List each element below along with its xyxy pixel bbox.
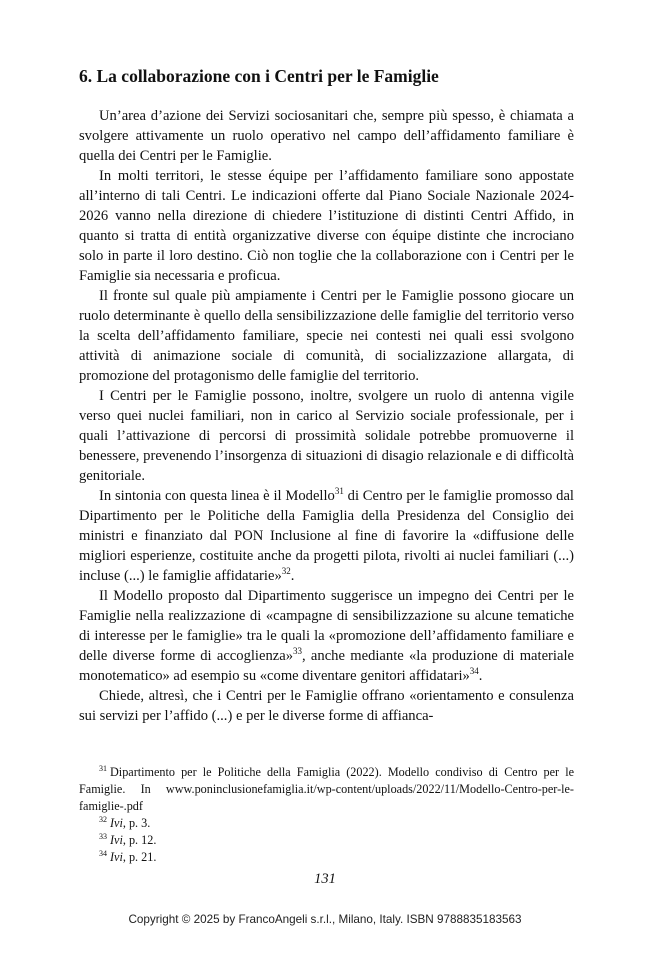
paragraph-6-part-a: Il Modello proposto dal Dipartimento suggerisce un impegno dei Centri per le Famiglie nella realizzazione di «campagne di sensibilizzazione su alcune tematiche di interesse per le famiglie» tra le quali la «promozione dell’affidamento familiare e delle diverse forme di accoglienza» <box>79 588 574 664</box>
footnote-number: 32 <box>99 815 107 824</box>
footnotes <box>79 764 574 866</box>
footnote-ref-31[interactable]: 31 <box>334 486 344 496</box>
body-text <box>79 106 574 726</box>
paragraph-3: Il fronte sul quale più ampiamente i Centri per le Famiglie possono giocare un ruolo determinante è quello della sensibilizzazione delle famiglie del territorio verso la scelta dell’affidamento familiare, specie nei contesti nei quali essi svolgono attività di animazione sociale di comunità, di socializzazione allargata, di promozione del protagonismo delle famiglie del territorio. <box>79 288 574 384</box>
footnote-text: , p. 21. <box>122 850 157 864</box>
paragraph-5-part-b: di Centro per le famiglie promosso dal Dipartimento per le Politiche della Famiglia della Presidenza del Consiglio dei ministri e finanziato dal PON Inclusione al fine di favorire la «diffusione delle migliori esperienze, costituite anche da progetti pilota, rivolti ai nuclei familiari (...) incluse (...) le famiglie affidatarie» <box>79 488 574 584</box>
footnote-33 <box>79 832 574 849</box>
footnote-text: , p. 12. <box>122 833 157 847</box>
footnote-ivi: Ivi <box>110 816 123 830</box>
paragraph-5-part-a: In sintonia con questa linea è il Modello <box>99 488 335 504</box>
footnote-text: Dipartimento per le Politiche della Famiglia (2022). Modello condiviso di Centro per le Famiglie. In www.poninclusionefamiglia.it/wp-content/uploads/2022/11/Modello-Centro-per-le-famiglie-.pdf <box>79 765 574 813</box>
footnote-ivi: Ivi <box>110 850 123 864</box>
paragraph-2: In molti territori, le stesse équipe per l’affidamento familiare sono appostate all’interno di tali Centri. Le indicazioni offerte dal Piano Sociale Nazionale 2024-2026 vanno nella direzione di chiedere l’istituzione di distinti Centri Affido, in quanto si tratta di entità organizzative diverse con équipe distinte che incrociano solo in parte il loro destino. Ciò non toglie che la collaborazione con i Centri per le Famiglie sia necessaria e proficua. <box>79 168 574 284</box>
paragraph-1: Un’area d’azione dei Servizi sociosanitari che, sempre più spesso, è chiamata a svolgere attivamente un ruolo operativo nel campo dell’affidamento familiare è quella dei Centri per le Famiglie. <box>79 108 574 164</box>
footnote-number: 34 <box>99 849 107 858</box>
page-content <box>79 64 574 726</box>
footnote-number: 31 <box>99 764 107 773</box>
page-number: 131 <box>314 871 336 887</box>
footnote-text: , p. 3. <box>122 816 151 830</box>
footnote-31 <box>79 764 574 815</box>
paragraph-4: I Centri per le Famiglie possono, inoltre, svolgere un ruolo di antenna vigile verso quei nuclei familiari, non in carico al Servizio sociale professionale, per i quali l’attivazione di percorsi di prossimità solidale potrebbe promuoverne il benessere, prevenendo l’insorgenza di situazioni di disagio relazionale e di difficoltà genitoriale. <box>79 388 574 484</box>
paragraph-6-part-c: . <box>478 668 483 684</box>
footnote-34 <box>79 849 574 866</box>
paragraph-7: Chiede, altresì, che i Centri per le Famiglie offrano «orientamento e consulenza sui servizi per l’affido (...) e per le diverse forme di affianca- <box>79 688 574 724</box>
paragraph-5-part-c: . <box>290 568 295 584</box>
footnote-number: 33 <box>99 832 107 841</box>
copyright-notice: Copyright © 2025 by FrancoAngeli s.r.l., Milano, Italy. ISBN 9788835183563 <box>128 913 522 926</box>
footnote-ref-33[interactable]: 33 <box>293 646 302 656</box>
footnote-ref-34[interactable]: 34 <box>469 666 479 676</box>
footnote-ref-32[interactable]: 32 <box>281 566 291 576</box>
paragraph-6 <box>79 586 574 686</box>
section-title: 6. La collaborazione con i Centri per le Famiglie <box>79 66 439 86</box>
footnote-32 <box>79 815 574 832</box>
footnote-ivi: Ivi <box>110 833 123 847</box>
paragraph-6-part-b: , anche mediante «la produzione di materiale monotematico» ad esempio su «come diventare genitori affidatari» <box>79 648 574 684</box>
paragraph-5 <box>79 486 574 586</box>
